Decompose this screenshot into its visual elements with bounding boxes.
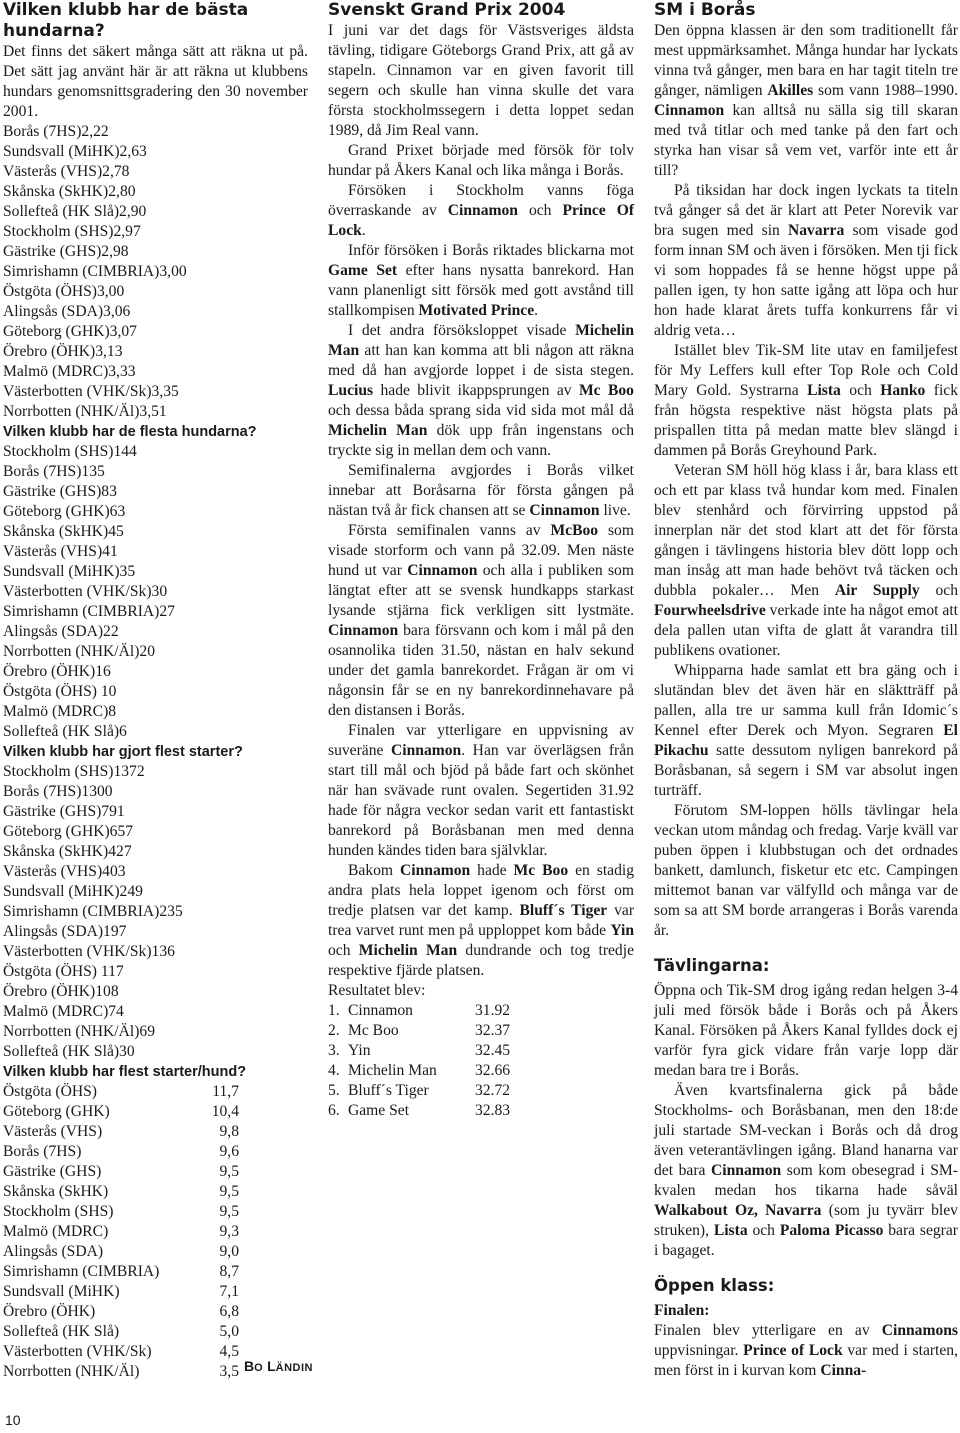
ranking-entry [3, 1082, 308, 1102]
ranking-value: 5,0 [219, 1323, 239, 1340]
sm-boras-title: SM i Borås [654, 0, 756, 20]
gp-paragraph-4: Inför försöken i Borås riktades blickarna mot Game Set efter hans nysatta banrekord. Han vann planenligt sitt försök med gott avstånd till stallkompisen Motivated Prince. [328, 242, 634, 319]
sm-paragraph-5: Whipparna hade samlat ett bra gäng och i slutändan blev det även här en släktträff på pallen, alla tre ur samma kull från Idomic´s Kennel efter Derek och Myon. Segraren El Pikachu satte dessutom nyligen banrekord på Boråsbanan, så segern i SM var absolut ingen turträff. [654, 662, 958, 799]
ranking-entry [3, 1122, 308, 1142]
gp-paragraph-9: Bakom Cinnamon hade Mc Boo en stadig andra plats hela loppet igenom och först om tredje platsen var det kamp. Bluff´s Tiger var trea varvet runt men på upploppet kom både Yin och Michelin Man dundrande och tog tredje respektive fjärde platsen. [328, 862, 635, 979]
ranking-entry [3, 1242, 308, 1262]
ranking-entry [3, 1142, 308, 1162]
ranking-entry: Malmö (MDRC)3,33 [3, 363, 136, 380]
question-most-starts: Vilken klubb har gjort flest starter? [3, 744, 243, 760]
grand-prix-title: Svenskt Grand Prix 2004 [328, 0, 566, 20]
gp-paragraph-8: Finalen var ytterligare en uppvisning av suveräne Cinnamon. Han var överlägsen från start till mål och bjöd på både fart och skönhet när han svävade runt ovalen. Segertiden 31.92 hade för några veckor sedan varit ett fantastiskt banrekord på Boråsbanan men med denna hunden kändes tiden bara självklar. [328, 722, 634, 859]
ranking-value: 8,7 [219, 1263, 239, 1280]
ranking-club: Sollefteå (HK Slå) [3, 1323, 120, 1340]
gp-paragraph-2: Grand Prixet började med försök för tolv hundar på Åkers Kanal och lika många i Borås. [328, 142, 634, 179]
ranking-entry [3, 1262, 308, 1282]
ranking-entry: Skånska (SkHK)427 [3, 843, 132, 860]
ranking-entry: Göteborg (GHK)657 [3, 823, 134, 840]
ranking-value: 6,8 [219, 1303, 239, 1320]
ranking-entry [3, 1222, 308, 1242]
gp-paragraph-5: I det andra försöksloppet visade Michelin Man att han kan komma att bli någon att räkna med då han avgjorde loppet i de sista stegen. Lucius hade blivit ikappsprungen av Mc Boo och dessa båda sprang sida vid sida mot mål då Michelin Man dök upp från ingenstans och tryckte sig in mellan dem och vann. [328, 322, 634, 459]
ranking-entry: Simrishamn (CIMBRIA)27 [3, 603, 175, 620]
ranking-entry: Sundsvall (MiHK)249 [3, 883, 143, 900]
gp-paragraph-1: I juni var det dags för Västsveriges äldsta tävling, tidigare Göteborgs Grand Prix, att gå av stapeln. Cinnamon var en given favorit till segern och skulle han vinna skulle det vara första stockholmssegern i detta loppet sedan 1989, då Jim Real vann. [328, 22, 634, 139]
ranking-club: Skånska (SkHK) [3, 1183, 109, 1200]
ranking-entry: Sollefteå (HK Slå)2,90 [3, 203, 147, 220]
result-time: 31.92 [475, 1002, 511, 1019]
sm-paragraph-9: Finalen blev ytterligare en av Cinnamons uppvisningar. Prince of Lock var med i starten, men först in i kurvan kom Cinna- [654, 1322, 959, 1379]
ranking-entry: Borås (7HS)2,22 [3, 123, 109, 140]
ranking-entry: Gästrike (GHS)2,98 [3, 243, 129, 260]
heading-finalen: Finalen: [654, 1302, 710, 1319]
ranking-entry [3, 1102, 308, 1122]
column-club-stats [3, 0, 308, 1382]
gp-paragraph-6: Semifinalerna avgjordes i Borås vilket innebar att Boråsarna för första gången på nästan två år fick chansen att se Cinnamon live. [328, 462, 634, 519]
result-time: 32.72 [475, 1082, 511, 1099]
ranking-entry: Simrishamn (CIMBRIA)3,00 [3, 263, 187, 280]
ranking-entry: Sollefteå (HK Slå)6 [3, 723, 127, 740]
ranking-entry: Göteborg (GHK)63 [3, 503, 126, 520]
ranking-value: 9,6 [219, 1143, 239, 1160]
ranking-entry: Skånska (SkHK)45 [3, 523, 124, 540]
ranking-club: Simrishamn (CIMBRIA) [3, 1263, 160, 1280]
result-dog: Cinnamon [348, 1002, 413, 1019]
result-position: 1. [328, 1002, 340, 1019]
ranking-entry: Örebro (ÖHK)108 [3, 983, 119, 1000]
result-dog: Bluff´s Tiger [348, 1082, 429, 1099]
ranking-value: 11,7 [212, 1083, 239, 1100]
result-row [328, 1001, 510, 1021]
author-byline: BO LÄNDIN [244, 1358, 313, 1374]
gp-paragraph-3: Försöken i Stockholm vanns föga överraskande av Cinnamon och Prince Of Lock. [328, 182, 635, 239]
ranking-club: Örebro (ÖHK) [3, 1303, 96, 1320]
ranking-entry: Östgöta (ÖHS) 117 [3, 963, 124, 980]
sm-paragraph-6: Förutom SM-loppen hölls tävlingar hela veckan utom måndag och fredag. Varje kväll var puben öppen i klubbstugan och det ordnades bankett, damlunch, fisketur etc etc. Campingen mittemot banan var välfylld och många var de som sa att SM borde arrangeras i Borås varenda år. [654, 802, 958, 939]
ranking-entry: Borås (7HS)1300 [3, 783, 113, 800]
ranking-club: Göteborg (GHK) [3, 1103, 110, 1120]
ranking-club: Västerbotten (VHK/Sk) [3, 1343, 152, 1360]
ranking-entry: Alingsås (SDA)3,06 [3, 303, 131, 320]
ranking-club: Borås (7HS) [3, 1143, 82, 1160]
ranking-entry: Skånska (SkHK)2,80 [3, 183, 136, 200]
ranking-entry: Västerås (VHS)41 [3, 543, 118, 560]
ranking-entry: Borås (7HS)135 [3, 463, 105, 480]
ranking-entry: Västerbotten (VHK/Sk)30 [3, 583, 168, 600]
results-label: Resultatet blev: [328, 982, 426, 999]
ranking-starts-per-dog-list [3, 1082, 308, 1382]
ranking-entry: Västerbotten (VHK/Sk)136 [3, 943, 175, 960]
result-dog: Michelin Man [348, 1062, 437, 1079]
ranking-entry [3, 1282, 308, 1302]
heading-oppen-klass: Öppen klass: [654, 1276, 775, 1295]
ranking-entry [3, 1182, 308, 1202]
sm-paragraph-4: Veteran SM höll hög klass i år, bara klass ett och ett par klass två hundar kom med. Finalen blev stenhård och förvirring uppstod på innerplan när det stod klart att det för första gången i tävlingens historia blev dött lopp och man insåg att man hade behövt två täcken och dubbla pokaler… Men Air Supply och Fourwheelsdrive verkade inte ha något emot att dela pallen utan vifta de glatt åt varandra till publikens ovationer. [654, 462, 959, 659]
result-time: 32.37 [475, 1022, 511, 1039]
column-grand-prix [328, 0, 634, 1121]
result-dog: Yin [348, 1042, 371, 1059]
ranking-entry: Alingsås (SDA)197 [3, 923, 127, 940]
heading-tavlingarna: Tävlingarna: [654, 956, 770, 975]
ranking-entry: Sundsvall (MiHK)35 [3, 563, 136, 580]
ranking-club: Stockholm (SHS) [3, 1203, 114, 1220]
ranking-club: Norrbotten (NHK/Äl) [3, 1363, 140, 1380]
question-most-dogs: Vilken klubb har de flesta hundarna? [3, 424, 257, 440]
ranking-club: Sundsvall (MiHK) [3, 1283, 120, 1300]
ranking-starts-list [3, 762, 308, 1062]
result-time: 32.66 [475, 1062, 511, 1079]
result-position: 5. [328, 1082, 340, 1099]
ranking-value: 9,5 [219, 1183, 239, 1200]
ranking-value: 3,5 [219, 1363, 239, 1380]
club-stats-intro: Det finns det säkert många sätt att räkna ut på. Det sätt jag använt här är att räkna ut klubbens hundars genomsnittsgradering den 30 november 2001. [3, 43, 308, 120]
ranking-entry: Örebro (ÖHK)16 [3, 663, 111, 680]
ranking-entry [3, 1322, 308, 1342]
result-row [328, 1101, 510, 1121]
ranking-value: 9,0 [219, 1243, 239, 1260]
result-position: 6. [328, 1102, 340, 1119]
result-row [328, 1061, 510, 1081]
ranking-club: Alingsås (SDA) [3, 1243, 104, 1260]
result-position: 2. [328, 1022, 340, 1039]
club-stats-title: Vilken klubb har de bästa hundarna? [3, 0, 249, 41]
ranking-entry: Norrbotten (NHK/Äl)3,51 [3, 403, 167, 420]
result-position: 3. [328, 1042, 340, 1059]
result-row [328, 1021, 510, 1041]
result-dog: Mc Boo [348, 1022, 399, 1039]
result-dog: Game Set [348, 1102, 410, 1119]
ranking-value: 4,5 [219, 1343, 239, 1360]
ranking-entry: Alingsås (SDA)22 [3, 623, 119, 640]
question-starts-per-dog: Vilken klubb har flest starter/hund? [3, 1064, 247, 1080]
result-row [328, 1081, 510, 1101]
ranking-entry [3, 1202, 308, 1222]
page-number: 10 [5, 1412, 21, 1428]
ranking-value: 7,1 [219, 1283, 239, 1300]
ranking-entry: Sundsvall (MiHK)2,63 [3, 143, 147, 160]
ranking-club: Malmö (MDRC) [3, 1223, 109, 1240]
ranking-entry: Stockholm (SHS)2,97 [3, 223, 141, 240]
ranking-entry: Stockholm (SHS)144 [3, 443, 137, 460]
column-sm-boras [654, 0, 958, 1381]
ranking-entry: Norrbotten (NHK/Äl)69 [3, 1023, 156, 1040]
gp-paragraph-7: Första semifinalen vanns av McBoo som visade storform och vann på 32.09. Men näste hund ut var Cinnamon och alla i publiken som längtat efter att se svensk hundkapps starkast lysande stjärna fick verkligen sitt lystmäte. Cinnamon bara försvann och kom i mål på den osannolika tiden 31.50, nästan en halv sekund under det gamla banrekordet. Frågan är om vi någonsin får se en ny banrekordinnehavare på den distansen i Borås. [328, 522, 634, 719]
ranking-entry: Örebro (ÖHK)3,13 [3, 343, 123, 360]
ranking-club: Gästrike (GHS) [3, 1163, 102, 1180]
sm-paragraph-8: Även kvartsfinalerna gick på både Stockholms- och Boråsbanan, men den 18:de juli startade SM-veckan i Borås och då drog även veterantävlingen igång. Bland hanarna var det bara Cinnamon som kom obesegrad i SM-kvalen medan hos tikarna hade såväl Walkabout Oz, Navarra (som ju tyvärr blev struken), Lista och Paloma Picasso bara segrar i bagaget. [654, 1082, 958, 1259]
ranking-entry: Simrishamn (CIMBRIA)235 [3, 903, 183, 920]
ranking-club: Västerås (VHS) [3, 1123, 103, 1140]
ranking-entry: Sollefteå (HK Slå)30 [3, 1043, 135, 1060]
result-position: 4. [328, 1062, 340, 1079]
ranking-entry: Västerbotten (VHK/Sk)3,35 [3, 383, 179, 400]
ranking-grading-list [3, 122, 308, 422]
ranking-value: 9,3 [219, 1223, 239, 1240]
ranking-entry: Stockholm (SHS)1372 [3, 763, 145, 780]
ranking-entry [3, 1302, 308, 1322]
ranking-entry: Västerås (VHS)403 [3, 863, 126, 880]
ranking-entry: Östgöta (ÖHS)3,00 [3, 283, 125, 300]
sm-paragraph-1: Den öppna klassen är den som traditionellt får mest uppmärksamhet. Många hundar har lyckats vinna två gånger, men bara en har tagit titeln tre gånger, nämligen Akilles som vann 1988–1990. Cinnamon kan alltså nu sälla sig till skaran med två titlar och med tanke på den fart och styrka han visar så vem vet, varför inte ett år till? [654, 22, 958, 179]
ranking-entry: Västerås (VHS)2,78 [3, 163, 130, 180]
results-table [328, 1001, 510, 1121]
sm-paragraph-3: Istället blev Tik-SM lite utav en familjefest för My Leffers kull efter Top Role och Cold Mary Gold. Systrarna Lista och Hanko fick från högsta respektive näst högsta plats på prispallen titta på medan matte blev slängd i dammen på Borås Greyhound Park. [654, 342, 959, 459]
ranking-entry: Östgöta (ÖHS) 10 [3, 683, 117, 700]
result-time: 32.83 [475, 1102, 511, 1119]
ranking-entry: Gästrike (GHS)791 [3, 803, 125, 820]
ranking-entry [3, 1162, 308, 1182]
ranking-dogs-list [3, 442, 308, 742]
ranking-entry: Norrbotten (NHK/Äl)20 [3, 643, 156, 660]
ranking-value: 9,5 [219, 1203, 239, 1220]
ranking-entry: Malmö (MDRC)74 [3, 1003, 124, 1020]
ranking-entry: Malmö (MDRC)8 [3, 703, 117, 720]
sm-paragraph-7: Öppna och Tik-SM drog igång redan helgen 3-4 juli med försök både i Borås och på Åkers Kanal. Försöken på Åkers Kanal fylldes dock ej varför fyra gick vidare från varje lopp där medan bara tre i Borås. [654, 982, 958, 1079]
ranking-value: 10,4 [211, 1103, 239, 1120]
ranking-entry: Göteborg (GHK)3,07 [3, 323, 137, 340]
sm-paragraph-2: På tiksidan har dock ingen lyckats ta titeln två gånger så det är klart att Peter Norevik var bra sugen med sin Navarra som visade god form innan SM och även i försöken. Men tji fick vi som hoppades få se henne högst uppe på pallen igen, ty hon satte igång att löpa och hur hon hade klarat årets tuffa konkurrens får vi aldrig veta… [654, 182, 958, 339]
result-time: 32.45 [475, 1042, 511, 1059]
ranking-entry: Gästrike (GHS)83 [3, 483, 117, 500]
result-row [328, 1041, 510, 1061]
ranking-value: 9,5 [219, 1163, 239, 1180]
ranking-value: 9,8 [219, 1123, 239, 1140]
ranking-club: Östgöta (ÖHS) [3, 1083, 97, 1100]
